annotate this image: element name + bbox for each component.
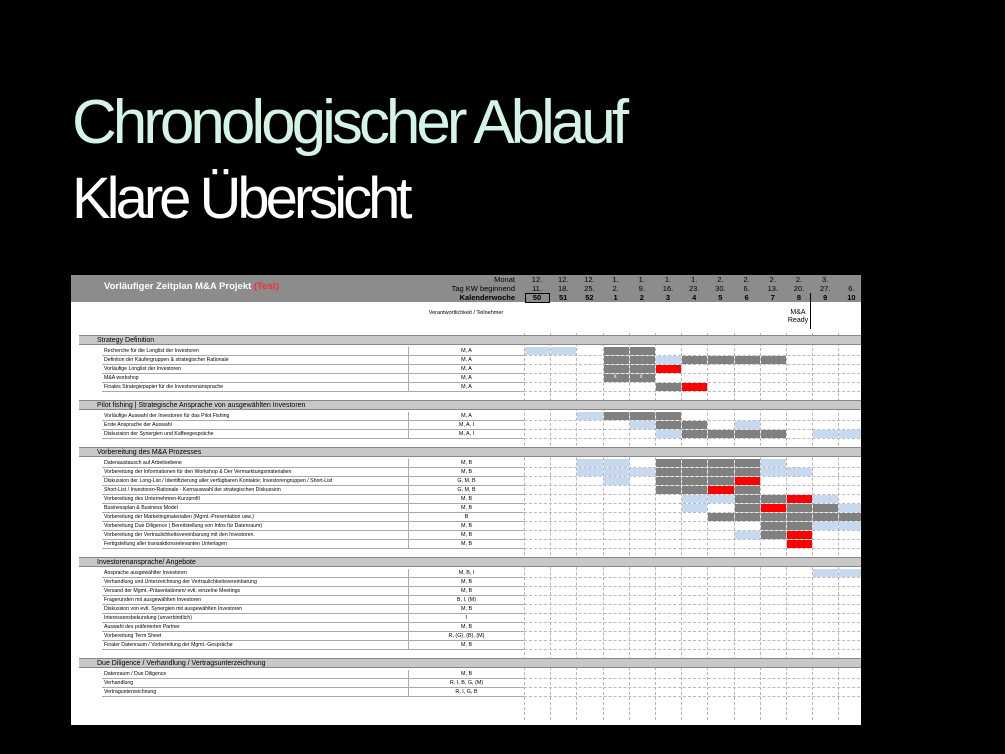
timeline-cell: [839, 569, 861, 577]
row-line: [524, 438, 861, 439]
day-label: 11.: [532, 284, 542, 293]
timeline-cell: [761, 522, 786, 530]
timeline-cell: [708, 513, 733, 521]
timeline-cell: [787, 540, 812, 548]
week-label: 10: [847, 293, 856, 302]
timeline-cell: [708, 468, 733, 476]
responsibility-cell: M, B: [408, 540, 524, 549]
timeline-cell: [656, 356, 681, 364]
week-label: 5: [718, 293, 723, 302]
row-line: [524, 649, 861, 650]
day-label: 23.: [688, 284, 700, 293]
task-label: Finaler Datenraum / Vorbereitung der Mgmt.-Gespräche: [102, 641, 408, 650]
row-line: [524, 586, 861, 587]
task-label: Fragerunden mit ausgewählten Investoren: [102, 596, 408, 605]
timeline-cell: [787, 531, 812, 539]
timeline-cell: [656, 477, 681, 485]
day-label: 30.: [715, 284, 726, 293]
row-label-month: Monat: [494, 275, 515, 284]
timeline-cell: [839, 430, 861, 438]
timeline-cell: [525, 347, 550, 355]
timeline-cell: [708, 356, 733, 364]
timeline-cell: [604, 347, 629, 355]
timeline-cell: [682, 459, 707, 467]
responsibility-cell: M, A: [408, 356, 524, 365]
timeline-cell: [630, 412, 655, 420]
responsibility-cell: M, B: [408, 522, 524, 531]
month-label: 12.: [584, 275, 595, 284]
responsibility-cell: M, B: [408, 605, 524, 614]
timeline-cell: [813, 522, 838, 530]
timeline-cell: [761, 459, 786, 467]
timeline-cell: [735, 468, 760, 476]
task-label: Diskussion der Long-List / Identifizierung aller verfügbaren Kontakte; Investorengruppen / Short-List: [102, 477, 408, 486]
task-label: Auswahl des präferierten Partner: [102, 623, 408, 632]
row-line: [524, 548, 861, 549]
row-line: [524, 577, 861, 578]
task-label: Interessensbekundung (unverbindlich): [102, 614, 408, 623]
section-header: Due Diligence / Verhandlung / Vertragsunterzeichnung: [79, 658, 861, 668]
resp-header: Verantwortlichkeit / Teilnehmer: [428, 310, 504, 316]
month-label: 2.: [717, 275, 724, 284]
timeline-cell: [735, 486, 760, 494]
task-label: Datenaustausch auf Arbeitsebene: [102, 459, 408, 468]
task-label: Businessplan & Business Model: [102, 504, 408, 513]
task-label: Vorbereitung der Informationen für den Workshop & Der Vermarktungsmaterialien: [102, 468, 408, 477]
timeline-cell: [735, 531, 760, 539]
responsibility-cell: M, B: [408, 578, 524, 587]
timeline-cell: [604, 459, 629, 467]
row-line: [524, 595, 861, 596]
responsibility-cell: M, A: [408, 412, 524, 421]
row-line: [524, 696, 861, 697]
timeline-cell: [735, 504, 760, 512]
timeline-cell: [604, 412, 629, 420]
responsibility-cell: B: [408, 513, 524, 522]
section-header: Pilot fishing | Strategische Ansprache von ausgewählten Investoren: [79, 400, 861, 410]
responsibility-cell: M, A: [408, 383, 524, 392]
task-label: Vorbereitung der Vertraulichkeitsvereinbarung mit den Investoren.: [102, 531, 408, 540]
timeline-cell: [761, 504, 786, 512]
timeline-cell: [656, 412, 681, 420]
timeline-cell: [761, 513, 786, 521]
task-label: Datenraum / Due Diligence: [102, 670, 408, 679]
month-label: 2.: [769, 275, 776, 284]
timeline-cell: [656, 486, 681, 494]
timeline-cell: [630, 347, 655, 355]
responsibility-cell: M, A: [408, 374, 524, 383]
task-label: Diskussion von evtl. Synergien mit ausgewählten Investoren: [102, 605, 408, 614]
month-label: 1.: [612, 275, 619, 284]
timeline-cell: [604, 356, 629, 364]
timeline-cell: [813, 513, 838, 521]
task-label: Fertigstellung aller transaktionsrelevanten Unterlagen: [102, 540, 408, 549]
responsibility-cell: G, M, B: [408, 486, 524, 495]
current-week-box: [525, 293, 550, 303]
timeline-cell: [551, 347, 576, 355]
timeline-cell: [656, 365, 681, 373]
task-label: Vorläufige Auswahl der Investoren für das Pilot Fishing: [102, 412, 408, 421]
timeline-cell: [839, 504, 861, 512]
week-label: 7: [770, 293, 775, 302]
row-line: [524, 687, 861, 688]
timeline-cell: [604, 477, 629, 485]
task-label: Short-List / Investoren-Rationale - Kernauswahl der strategischen Diskussion: [102, 486, 408, 495]
day-label: 25.: [584, 284, 595, 293]
task-label: Vorbereitung Term Sheet: [102, 632, 408, 641]
timeline-cell: [787, 504, 812, 512]
task-label: Vorbereitung der Marketingmaterialien (Mgmt.-Presentation usw.): [102, 513, 408, 522]
timeline-cell: [630, 421, 655, 429]
timeline-cell: [708, 430, 733, 438]
timeline-cell: [577, 412, 602, 420]
responsibility-cell: M, B: [408, 495, 524, 504]
timeline-cell: [604, 468, 629, 476]
row-line: [524, 640, 861, 641]
gantt-sheet: [71, 275, 861, 725]
task-label: Recherche für die Longlist der Investoren: [102, 347, 408, 356]
month-label: 1.: [691, 275, 698, 284]
section-header: Strategy Definition: [79, 335, 861, 345]
task-label: Versand der Mgmt.-Präsentationen/ evtl. einzelne Meetings: [102, 587, 408, 596]
timeline-cell: [682, 421, 707, 429]
row-line: [524, 373, 861, 374]
day-label: 16.: [662, 284, 674, 293]
responsibility-cell: M, B: [408, 641, 524, 650]
month-label: 2.: [743, 275, 750, 284]
task-label: Vorbereitung Due Diligence ( Bereitstellung von Infos für Datenraum): [102, 522, 408, 531]
timeline-cell: [708, 459, 733, 467]
milestone-label: M&A Ready: [787, 309, 809, 324]
task-label: Ansprache ausgewählter Investoren: [102, 569, 408, 578]
day-label: 18.: [557, 284, 569, 293]
timeline-cell: [682, 468, 707, 476]
timeline-cell: [761, 495, 786, 503]
day-label: 9.: [638, 284, 645, 293]
responsibility-cell: R, I, B, G, (M): [408, 679, 524, 688]
timeline-cell: [708, 477, 733, 485]
task-label: Diskussion der Synergien und Kaffeegespräche: [102, 430, 408, 439]
responsibility-cell: R, (G), (B), (M): [408, 632, 524, 641]
task-label: Verhandlung und Unterzeichnung der Vertraulichkeitsvereinbarung: [102, 578, 408, 587]
timeline-cell: [577, 468, 602, 476]
timeline-cell: [787, 522, 812, 530]
responsibility-cell: M, B: [408, 623, 524, 632]
responsibility-cell: B, I, (M): [408, 596, 524, 605]
timeline-cell: [813, 495, 838, 503]
timeline-cell: [735, 421, 760, 429]
task-label: Vertragunterzeichnung: [102, 688, 408, 697]
week-label: 52: [585, 293, 594, 302]
section-header: Investorenansprache/ Angebote: [79, 557, 861, 567]
timeline-cell: [787, 468, 812, 476]
timeline-cell: [682, 383, 707, 391]
task-label: Vorläufige Longlist der Investoren: [102, 365, 408, 374]
responsibility-cell: M, A: [408, 365, 524, 374]
row-label-week: Kalenderwoche: [459, 293, 515, 302]
responsibility-cell: M, B: [408, 531, 524, 540]
timeline-cell: [839, 513, 861, 521]
timeline-cell: [839, 522, 861, 530]
timeline-cell: [708, 495, 733, 503]
week-label: 4: [692, 293, 697, 302]
timeline-cell: [656, 421, 681, 429]
task-label: Definiton der Käufergruppen & strategischer Rationale: [102, 356, 408, 365]
responsibility-cell: M, B, I: [408, 569, 524, 578]
timeline-cell: [656, 430, 681, 438]
day-label: 6.: [743, 284, 750, 293]
week-label: 1: [613, 293, 618, 302]
section-header: Vorbereitung des M&A Prozesses: [79, 447, 861, 457]
day-label: 2.: [612, 284, 619, 293]
timeline-cell: [604, 365, 629, 373]
timeline-cell: [630, 468, 655, 476]
week-label: 2: [639, 293, 644, 302]
week-label: 51: [559, 293, 568, 302]
row-label-day: Tag KW beginnend: [451, 284, 515, 293]
sheet-heading-text: Vorläufiger Zeitplan M&A Projekt: [104, 281, 252, 292]
row-line: [524, 622, 861, 623]
timeline-cell: [813, 569, 838, 577]
responsibility-cell: M, B: [408, 670, 524, 679]
milestone-line: [810, 293, 811, 329]
month-label: 1.: [664, 275, 672, 284]
month-label: 3.: [822, 275, 829, 284]
week-label: 6: [744, 293, 749, 302]
workshop-mark: x: [639, 374, 643, 380]
responsibility-cell: R, I, G, B: [408, 688, 524, 697]
row-line: [524, 613, 861, 614]
day-label: 20.: [793, 284, 805, 293]
timeline-cell: [682, 477, 707, 485]
timeline-cell: [761, 531, 786, 539]
task-label: M&A workshop: [102, 374, 408, 383]
row-line: [524, 391, 861, 392]
week-label: 50: [532, 293, 542, 302]
row-line: [524, 678, 861, 679]
sheet-heading: [104, 281, 279, 292]
slide-title: Chronologischer Ablauf: [72, 88, 626, 157]
row-line: [524, 604, 861, 605]
timeline-cell: [630, 365, 655, 373]
responsibility-cell: M, B: [408, 468, 524, 477]
timeline-cell: [735, 477, 760, 485]
day-label: 13.: [767, 284, 779, 293]
timeline-cell: [630, 356, 655, 364]
timeline-cell: [761, 468, 786, 476]
timeline-cell: [682, 504, 707, 512]
row-line: [524, 631, 861, 632]
month-label: 12.: [557, 275, 569, 284]
week-label: 9: [823, 293, 828, 302]
responsibility-cell: I: [408, 614, 524, 623]
timeline-cell: [735, 459, 760, 467]
timeline-cell: [787, 513, 812, 521]
week-label: 3: [665, 293, 671, 302]
day-label: 6.: [848, 284, 855, 293]
slide-subtitle: Klare Übersicht: [72, 166, 409, 231]
timeline-cell: [813, 504, 838, 512]
month-label: 12.: [531, 275, 543, 284]
timeline-cell: [682, 430, 707, 438]
timeline-cell: [577, 459, 602, 467]
timeline-cell: [682, 495, 707, 503]
timeline-cell: [787, 495, 812, 503]
timeline-cell: [813, 430, 838, 438]
task-label: Erste Ansprache der Auswahl: [102, 421, 408, 430]
month-label: 2.: [795, 275, 803, 284]
timeline-cell: [682, 356, 707, 364]
workshop-mark: x: [613, 374, 617, 380]
day-label: 27.: [819, 284, 831, 293]
timeline-cell: [735, 495, 760, 503]
responsibility-cell: M, B: [408, 504, 524, 513]
week-label: 8: [796, 293, 802, 302]
timeline-cell: [761, 356, 786, 364]
timeline-cell: [708, 486, 733, 494]
responsibility-cell: G, M, B: [408, 477, 524, 486]
timeline-cell: [656, 468, 681, 476]
timeline-cell: [682, 486, 707, 494]
timeline-cell: [735, 356, 760, 364]
responsibility-cell: M, B: [408, 459, 524, 468]
task-label: Finales Strategiepapier für die Investorenansprache: [102, 383, 408, 392]
timeline-cell: [761, 430, 786, 438]
timeline-cell: [656, 459, 681, 467]
month-label: 1.: [638, 275, 645, 284]
responsibility-cell: M, A, I: [408, 421, 524, 430]
sheet-heading-tag: (Test): [253, 281, 280, 292]
responsibility-cell: M, A: [408, 347, 524, 356]
timeline-cell: [656, 383, 681, 391]
task-label: Verhandlung: [102, 679, 408, 688]
task-label: Vorbereitung des Unternehmen-Kurzprofil: [102, 495, 408, 504]
responsibility-cell: M, A, I: [408, 430, 524, 439]
row-line: [524, 364, 861, 365]
timeline-cell: [735, 430, 760, 438]
responsibility-cell: M, B: [408, 587, 524, 596]
timeline-cell: [735, 513, 760, 521]
